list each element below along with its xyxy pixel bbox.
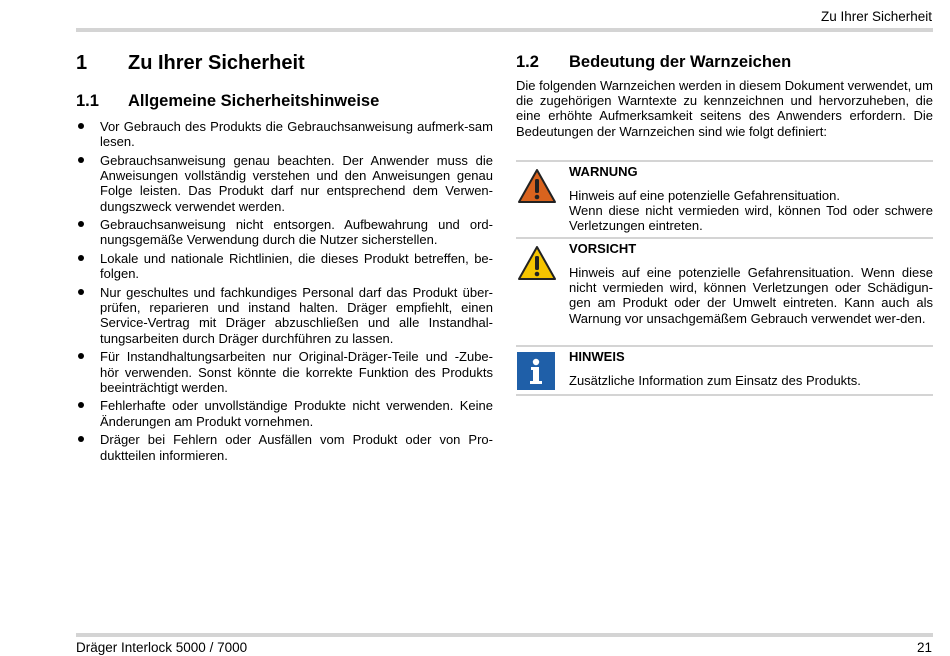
bullet-icon (78, 353, 84, 359)
list-item: Vor Gebrauch des Produkts die Gebrauchsanweisung aufmerk-sam lesen. (76, 119, 493, 149)
list-item: Dräger bei Fehlern oder Ausfällen vom Produkt oder von Pro-duktteilen informieren. (76, 432, 493, 462)
list-item: Gebrauchsanweisung genau beachten. Der Anwender muss die Anweisungen vollständig verstehen und den Anweisungen genau Folge leisten. Das Produkt darf nur entsprechend dem Verwen-dungszweck verwendet werden. (76, 153, 493, 214)
signal-title: HINWEIS (569, 349, 625, 364)
signal-title: WARNUNG (569, 164, 638, 179)
chapter-heading (76, 50, 493, 76)
list-item: Gebrauchsanweisung nicht entsorgen. Aufbewahrung und ord-nungsgemäße Verwendung durch die Nutzer sicherstellen. (76, 217, 493, 247)
chapter-number: 1 (76, 52, 88, 74)
list-item: Nur geschultes und fachkundiges Personal darf das Produkt über-prüfen, reparieren und instand halten. Dräger empfiehlt, einen Service-Vertrag mit Dräger abzuschließen und alle Instandhal-tungsarbeiten durch Dräger durchführen zu lassen. (76, 285, 493, 346)
section-number: 1.1 (76, 92, 99, 110)
signal-description: Hinweis auf eine potenzielle Gefahrensituation. Wenn diese nicht vermieden wird, können Tod oder schwere Verletzungen eintreten. (569, 188, 933, 234)
bullet-icon (78, 402, 84, 408)
section-title: Allgemeine Sicherheitshinweise (128, 92, 380, 110)
section-intro: Die folgenden Warnzeichen werden in diesem Dokument verwendet, um die zugehörigen Warntexte zu kennzeichnen und hervorzuheben, die eine erhöhte Aufmerksamkeit seitens des Anwenders erfordern. Die Bedeutungen der Warnzeichen sind wie folgt definiert: (516, 78, 933, 139)
signal-description: Hinweis auf eine potenzielle Gefahrensituation. Wenn diese nicht vermieden wird, können Verletzungen oder Schädigun-gen am Produkt oder der Umwelt eintreten. Kann auch als Warnung vor unsachgemäßem Gebrauch verwendet wer-den. (569, 265, 933, 326)
list-item: Für Instandhaltungsarbeiten nur Original-Dräger-Teile und -Zube-hör verwenden. Sonst könnte die korrekte Funktion des Produkts beeinträchtigt werden. (76, 349, 493, 395)
safety-list (76, 119, 493, 463)
signal-row-hinweis (516, 345, 933, 396)
section-heading-1-2 (516, 52, 933, 72)
running-header: Zu Ihrer Sicherheit (820, 9, 932, 24)
signal-title: VORSICHT (569, 241, 637, 256)
bullet-icon (78, 221, 84, 227)
signal-row-warnung (516, 160, 933, 237)
bullet-icon (78, 157, 84, 163)
list-item: Fehlerhafte oder unvollständige Produkte nicht verwenden. Keine Änderungen am Produkt vornehmen. (76, 398, 493, 428)
bullet-icon (78, 255, 84, 261)
section-title: Bedeutung der Warnzeichen (569, 53, 792, 71)
section-number: 1.2 (516, 53, 539, 71)
signal-description: Zusätzliche Information zum Einsatz des Produkts. (569, 373, 861, 388)
section-heading-1-1 (76, 91, 493, 111)
warning-triangle-icon (517, 168, 557, 204)
bullet-icon (78, 289, 84, 295)
info-icon (517, 352, 555, 390)
header-rule (76, 28, 933, 32)
bullet-icon (78, 436, 84, 442)
bullet-icon (78, 123, 84, 129)
signal-word-table (516, 160, 933, 396)
right-column (516, 52, 933, 139)
footer-product: Dräger Interlock 5000 / 7000 (76, 640, 248, 655)
footer-rule (76, 633, 933, 637)
chapter-title: Zu Ihrer Sicherheit (128, 52, 305, 74)
list-item: Lokale und nationale Richtlinien, die dieses Produkt betreffen, be-folgen. (76, 251, 493, 281)
signal-row-vorsicht (516, 237, 933, 345)
left-column (76, 50, 493, 466)
page-number: 21 (916, 640, 932, 655)
caution-triangle-icon (517, 245, 557, 281)
